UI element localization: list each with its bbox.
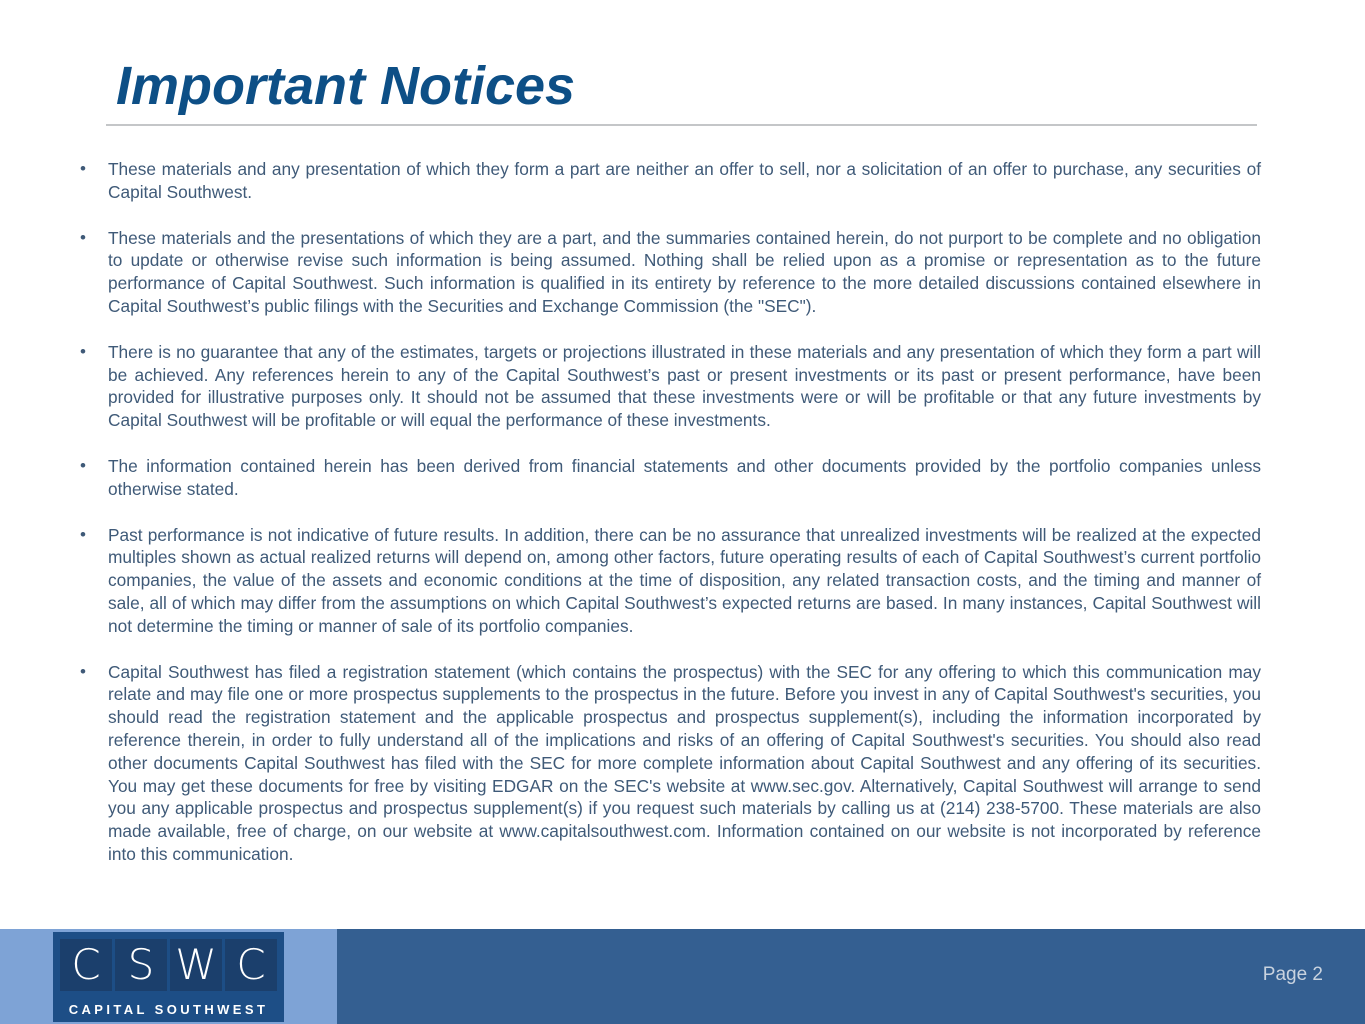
notice-item [80, 455, 1261, 501]
logo-letter: S [115, 939, 167, 991]
logo-letter: W [170, 939, 222, 991]
title-divider [106, 124, 1257, 126]
notice-item [80, 661, 1261, 866]
notice-item [80, 524, 1261, 638]
logo-letter: C [225, 939, 277, 991]
notice-text: There is no guarantee that any of the estimates, targets or projections illustrated in these materials and any presentation of which they form a part will be achieved. Any references herein to any of the Capital Southwest’s past or present investments or its past or present performance, have been provided for illustrative purposes only. It should not be assumed that these investments were or will be profitable or that any future investments by Capital Southwest will be profitable or will equal the performance of these investments. [108, 341, 1261, 431]
bullet-icon: • [80, 455, 86, 475]
footer-bar [0, 929, 1365, 1024]
notice-item [80, 158, 1261, 204]
bullet-icon: • [80, 524, 86, 544]
company-logo [53, 932, 284, 1022]
bullet-icon: • [80, 661, 86, 681]
notice-text: Past performance is not indicative of future results. In addition, there can be no assurance that unrealized investments will be realized at the expected multiples shown as actual realized returns will depend on, among other factors, future operating results of each of Capital Southwest’s current portfolio companies, the value of the assets and economic conditions at the time of disposition, any related transaction costs, and the timing and manner of sale, all of which may differ from the assumptions on which Capital Southwest’s expected returns are based. In many instances, Capital Southwest will not determine the timing or manner of sale of its portfolio companies. [108, 524, 1261, 636]
notice-text: Capital Southwest has filed a registration statement (which contains the prospectus) with the SEC for any offering to which this communication may relate and may file one or more prospectus supplements to the prospectus in the future. Before you invest in any of Capital Southwest's securities, you should read the registration statement and the applicable prospectus and prospectus supplement(s), including the information incorporated by reference therein, in order to fully understand all of the implications and risks of an offering of Capital Southwest's securities. You should also read other documents Capital Southwest has filed with the SEC for more complete information about Capital Southwest and any offering of its securities. You may get these documents for free by visiting EDGAR on the SEC's website at www.sec.gov. Alternatively, Capital Southwest will arrange to send you any applicable prospectus and prospectus supplement(s) if you request such materials by calling us at (214) 238-5700. These materials are also made available, free of charge, on our website at www.capitalsouthwest.com. Information contained on our website is not incorporated by reference into this communication. [108, 661, 1261, 864]
bullet-icon: • [80, 341, 86, 361]
notice-list [80, 158, 1261, 889]
bullet-icon: • [80, 227, 86, 247]
bullet-icon: • [80, 159, 86, 178]
logo-letter: C [60, 939, 112, 991]
notice-item [80, 341, 1261, 432]
page-title: Important Notices [116, 56, 576, 116]
logo-caption: CAPITAL SOUTHWEST [68, 1002, 269, 1017]
logo-monogram [60, 939, 277, 991]
notice-text: These materials and any presentation of which they form a part are neither an offer to sell, nor a solicitation of an offer to purchase, any securities of Capital Southwest. [108, 159, 1261, 202]
notice-item [80, 227, 1261, 318]
page-number: Page 2 [1262, 964, 1323, 985]
notice-text: The information contained herein has been derived from financial statements and other documents provided by the portfolio companies unless otherwise stated. [108, 455, 1261, 499]
logo-panel [0, 929, 337, 1024]
notice-text: These materials and the presentations of which they are a part, and the summaries contained herein, do not purport to be complete and no obligation to update or otherwise revise such information is being assumed. Nothing shall be relied upon as a promise or representation as to the future performance of Capital Southwest. Such information is qualified in its entirety by reference to the more detailed discussions contained elsewhere in Capital Southwest’s public filings with the Securities and Exchange Commission (the "SEC"). [108, 227, 1261, 316]
